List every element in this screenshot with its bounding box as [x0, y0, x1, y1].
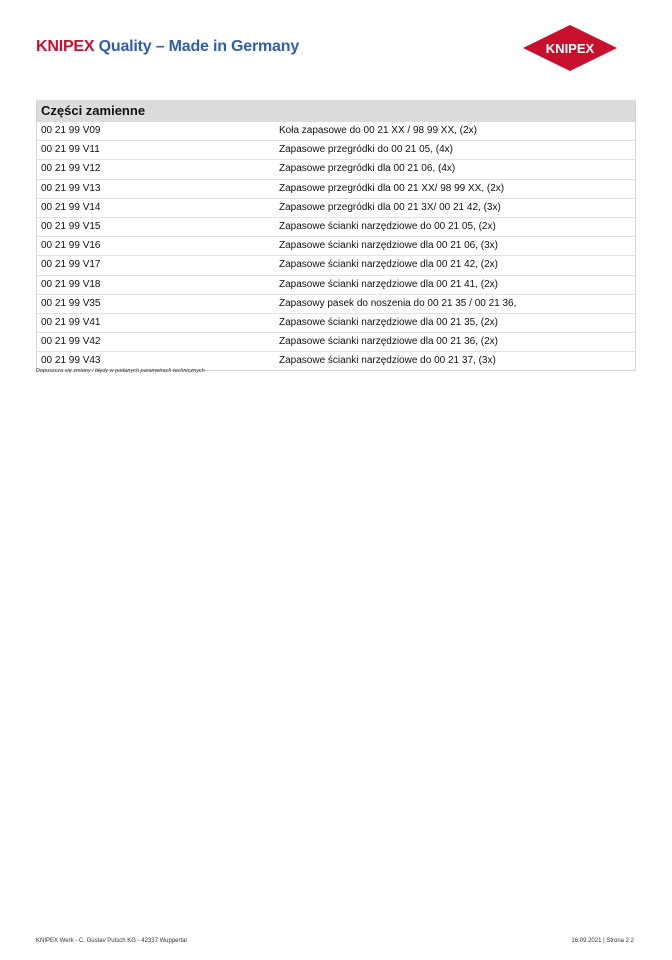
part-number: 00 21 99 V18 [41, 278, 101, 290]
table-title: Części zamienne [37, 100, 635, 122]
table-row [37, 332, 635, 351]
table-row [37, 294, 635, 313]
part-description: Zapasowe ścianki narzędziowe dla 00 21 35, (2x) [279, 316, 499, 328]
part-description: Zapasowe ścianki narzędziowe do 00 21 05, (2x) [279, 220, 496, 232]
part-description: Koła zapasowe do 00 21 XX / 98 99 XX, (2x) [279, 125, 477, 136]
part-number: 00 21 99 V15 [41, 220, 101, 232]
spare-parts-table [36, 100, 636, 371]
part-number: 00 21 99 V13 [41, 182, 101, 194]
table-row [37, 255, 635, 274]
table-row [37, 198, 635, 217]
part-description: Zapasowy pasek do noszenia do 00 21 35 / 00 21 36, [279, 297, 517, 309]
part-number: 00 21 99 V12 [41, 163, 101, 175]
part-number: 00 21 99 V17 [41, 259, 101, 271]
part-number: 00 21 99 V09 [41, 125, 101, 136]
table-row [37, 275, 635, 294]
disclaimer-text: Dopuszcza się zmiany i błędy w podanych parametrach technicznych [36, 368, 205, 374]
part-description: Zapasowe przegródki dla 00 21 XX/ 98 99 XX, (2x) [279, 182, 505, 194]
part-description: Zapasowe przegródki dla 00 21 06, (4x) [279, 163, 456, 175]
part-number: 00 21 99 V41 [41, 316, 101, 328]
part-number: 00 21 99 V42 [41, 336, 101, 348]
header-tagline [36, 38, 299, 56]
table-row [37, 313, 635, 332]
part-number: 00 21 99 V16 [41, 240, 101, 252]
table-row [37, 159, 635, 178]
table-row [37, 122, 635, 140]
footer-date-page: 16.09.2021 | Strona 2 2 [571, 938, 634, 944]
knipex-logo [522, 24, 618, 72]
footer-company: KNIPEX Werk - C. Gustav Putsch KG - 42337 Wuppertal [36, 938, 187, 944]
part-description: Zapasowe przegródki dla 00 21 3X/ 00 21 42, (3x) [279, 201, 501, 213]
part-number: 00 21 99 V11 [41, 144, 100, 156]
brand-tagline: Quality – Made in Germany [98, 38, 300, 55]
table-row [37, 236, 635, 255]
part-number: 00 21 99 V35 [41, 297, 101, 309]
part-description: Zapasowe przegródki do 00 21 05, (4x) [279, 144, 453, 156]
part-description: Zapasowe ścianki narzędziowe dla 00 21 41, (2x) [279, 278, 499, 290]
part-number: 00 21 99 V43 [41, 355, 101, 367]
table-body [37, 122, 635, 370]
part-description: Zapasowe ścianki narzędziowe dla 00 21 06, (3x) [279, 240, 499, 252]
table-row [37, 217, 635, 236]
part-number: 00 21 99 V14 [41, 201, 101, 213]
part-description: Zapasowe ścianki narzędziowe dla 00 21 42, (2x) [279, 259, 499, 271]
part-description: Zapasowe ścianki narzędziowe do 00 21 37, (3x) [279, 355, 496, 367]
logo-text: KNIPEX [545, 41, 595, 56]
brand-name: KNIPEX [36, 38, 95, 55]
table-row [37, 179, 635, 198]
table-row [37, 140, 635, 159]
part-description: Zapasowe ścianki narzędziowe dla 00 21 36, (2x) [279, 336, 499, 348]
